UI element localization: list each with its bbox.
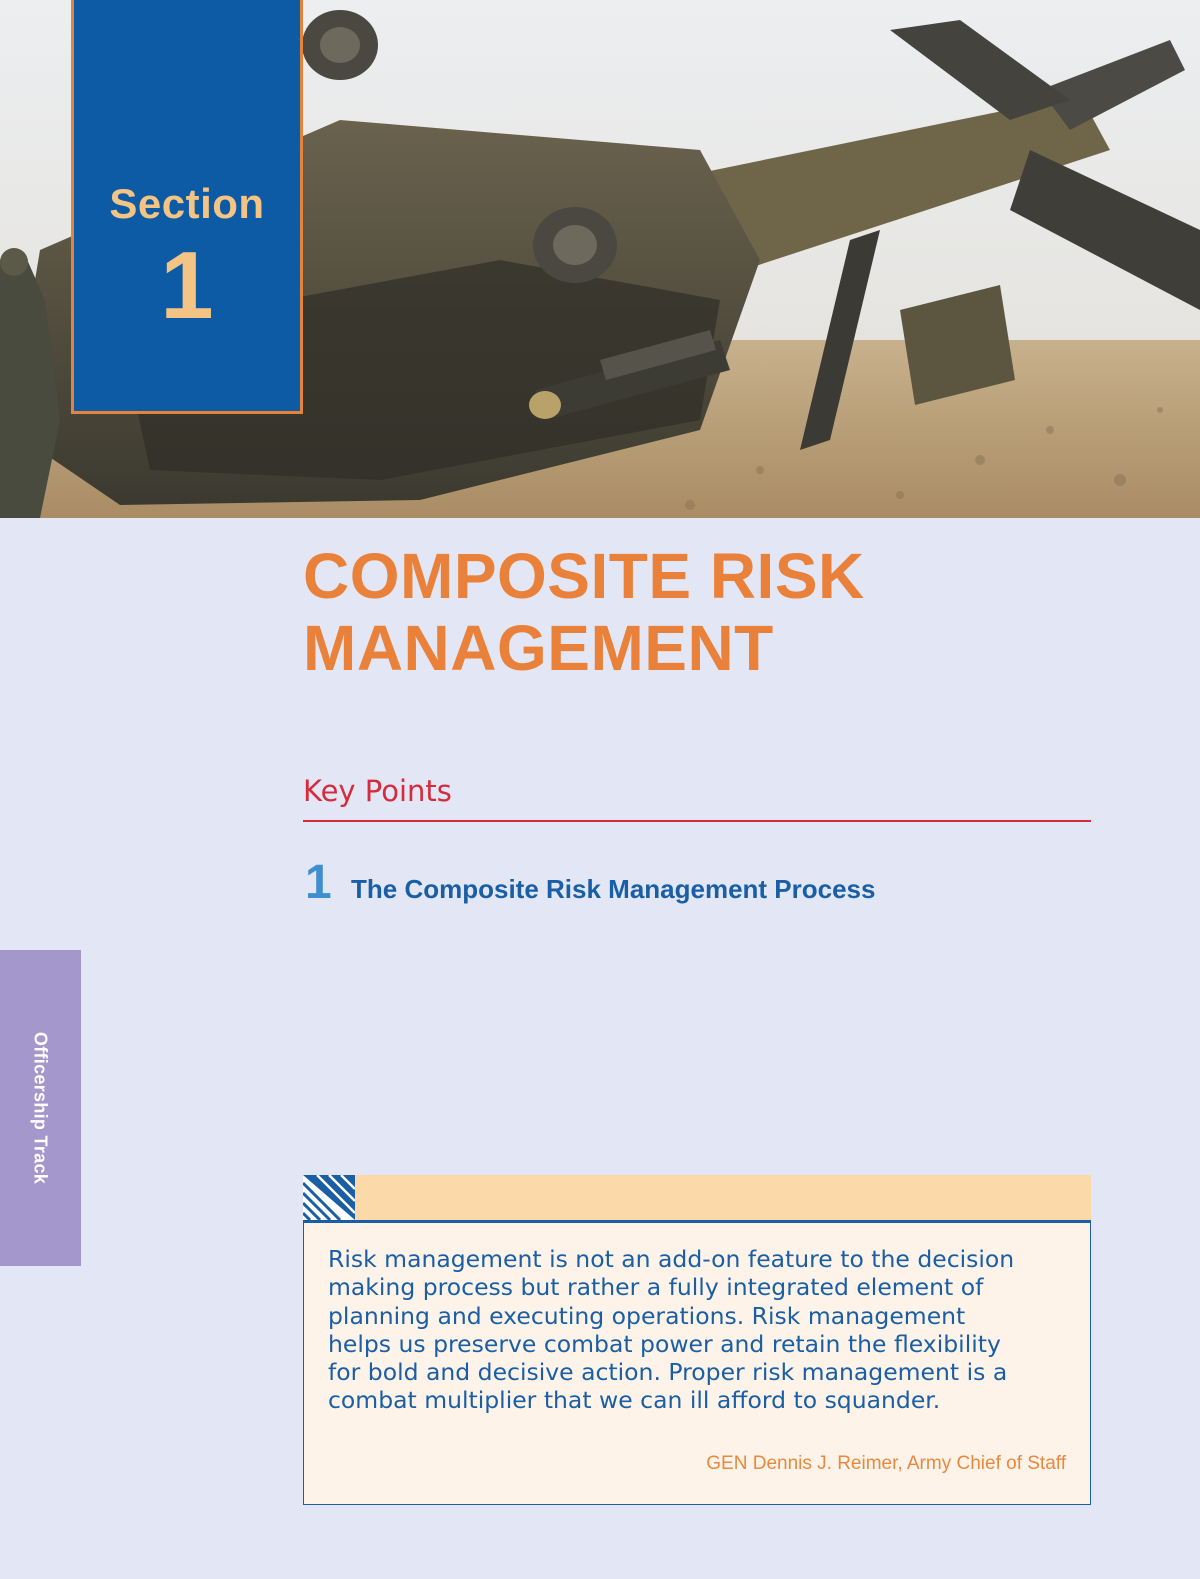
page-title-line-1: COMPOSITE RISK [303, 540, 865, 612]
key-points-heading: Key Points [303, 774, 452, 808]
section-label: Section [109, 180, 265, 227]
side-tab-label: Officership Track [30, 1031, 51, 1185]
key-point-number: 1 [305, 856, 332, 909]
key-point-label: The Composite Risk Management Process [351, 874, 876, 904]
quote-box [303, 1223, 1091, 1505]
page-title [303, 540, 1103, 684]
page-title-line-2: MANAGEMENT [303, 612, 774, 684]
key-point-item [305, 855, 875, 910]
quote-text: Risk management is not an add-on feature to the decision making process but rather a fully integrated element of planning and executing operations. Risk management helps us preserve combat power and retain the flexibility for bold and decisive action. Proper risk management is a combat multiplier that we can ill afford to squander. [328, 1245, 1015, 1415]
section-number: 1 [160, 232, 214, 339]
side-tab [0, 950, 81, 1266]
quote-box-header [303, 1175, 1091, 1223]
key-points-divider [303, 820, 1091, 822]
section-tab [71, 0, 303, 414]
striped-corner-icon [303, 1175, 355, 1220]
quote-attribution: GEN Dennis J. Reimer, Army Chief of Staff [706, 1453, 1066, 1474]
